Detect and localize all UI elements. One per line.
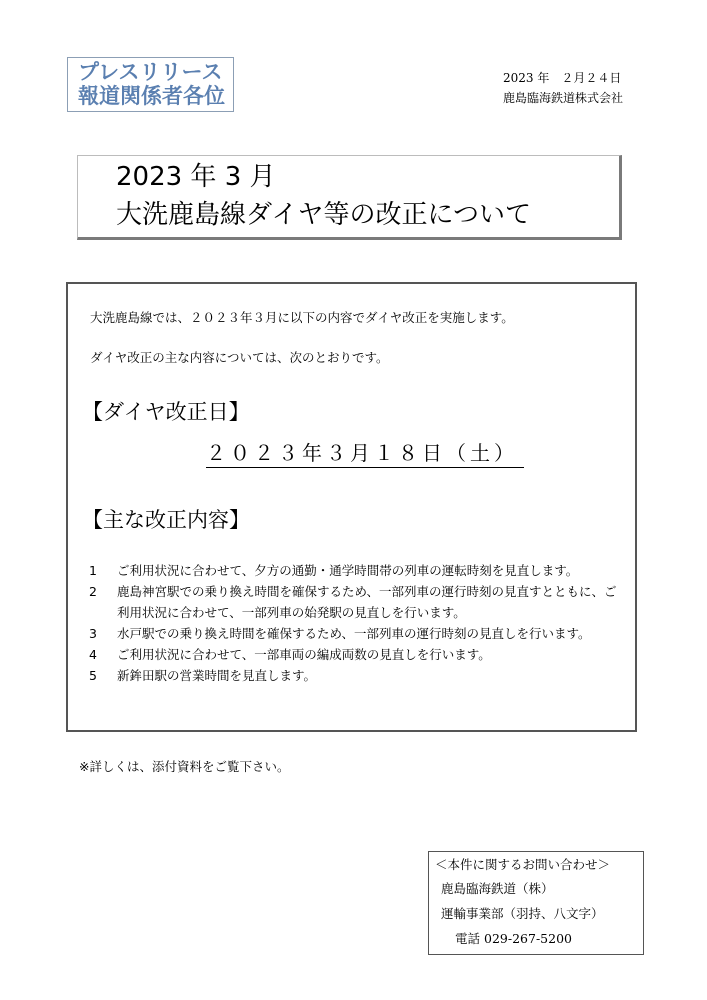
list-item-number: 3 — [89, 626, 97, 641]
press-release-box — [67, 57, 234, 112]
list-item — [86, 644, 626, 665]
list-item-text: 新鉾田駅の営業時間を見直します。 — [117, 668, 317, 683]
attachment-note: ※詳しくは、添付資料をご覧下さい。 — [79, 759, 290, 774]
company-name: 鹿島臨海鉄道株式会社 — [503, 91, 624, 105]
title-box — [77, 155, 622, 240]
main-content-box — [66, 282, 637, 732]
press-release-label: プレスリリース — [78, 60, 223, 84]
list-item-text: ご利用状況に合わせて、一部車両の編成両数の見直しを行います。 — [117, 647, 491, 662]
press-audience-label: 報道関係者各位 — [78, 84, 225, 108]
contact-company: 鹿島臨海鉄道（株） — [441, 881, 554, 896]
list-item-text: 鹿島神宮駅での乗り換え時間を確保するため、一部列車の運行時刻の見直すとともに、ご利用状況に合わせて、一部列車の始発駅の見直しを行います。 — [117, 584, 617, 620]
contact-department: 運輸事業部（羽持、八文字） — [441, 906, 604, 921]
phone-label: 電話 — [455, 931, 481, 946]
header-info — [503, 68, 623, 108]
list-item — [86, 665, 626, 686]
contact-title: ＜本件に関するお問い合わせ＞ — [435, 857, 611, 872]
list-item-number: 5 — [89, 668, 97, 683]
list-item — [86, 623, 626, 644]
phone-number: 029-267-5200 — [484, 931, 572, 946]
list-item-text: 水戸駅での乗り換え時間を確保するため、一部列車の運行時刻の見直しを行います。 — [117, 626, 591, 641]
intro-text-2: ダイヤ改正の主な内容については、次のとおりです。 — [90, 350, 389, 365]
changes-heading: 【主な改正内容】 — [82, 508, 250, 532]
title-line-1: 2023 年 3 月 — [116, 162, 276, 192]
contact-phone — [435, 926, 643, 951]
list-item-number: 4 — [89, 647, 97, 662]
revision-date-heading: 【ダイヤ改正日】 — [82, 400, 250, 424]
revision-date: ２０２３年３月１８日（土） — [206, 439, 524, 468]
list-item — [86, 581, 626, 623]
title-line-2: 大洗鹿島線ダイヤ等の改正について — [116, 200, 531, 230]
list-item-number: 1 — [89, 563, 97, 578]
intro-text-1: 大洗鹿島線では、２０２３年３月に以下の内容でダイヤ改正を実施します。 — [90, 310, 514, 325]
contact-box — [428, 851, 644, 955]
changes-list — [86, 560, 626, 686]
list-item — [86, 560, 626, 581]
list-item-text: ご利用状況に合わせて、夕方の通勤・通学時間帯の列車の運転時刻を見直します。 — [117, 563, 579, 578]
release-date: 2023 年 ２月２４日 — [503, 71, 622, 85]
list-item-number: 2 — [89, 584, 97, 599]
